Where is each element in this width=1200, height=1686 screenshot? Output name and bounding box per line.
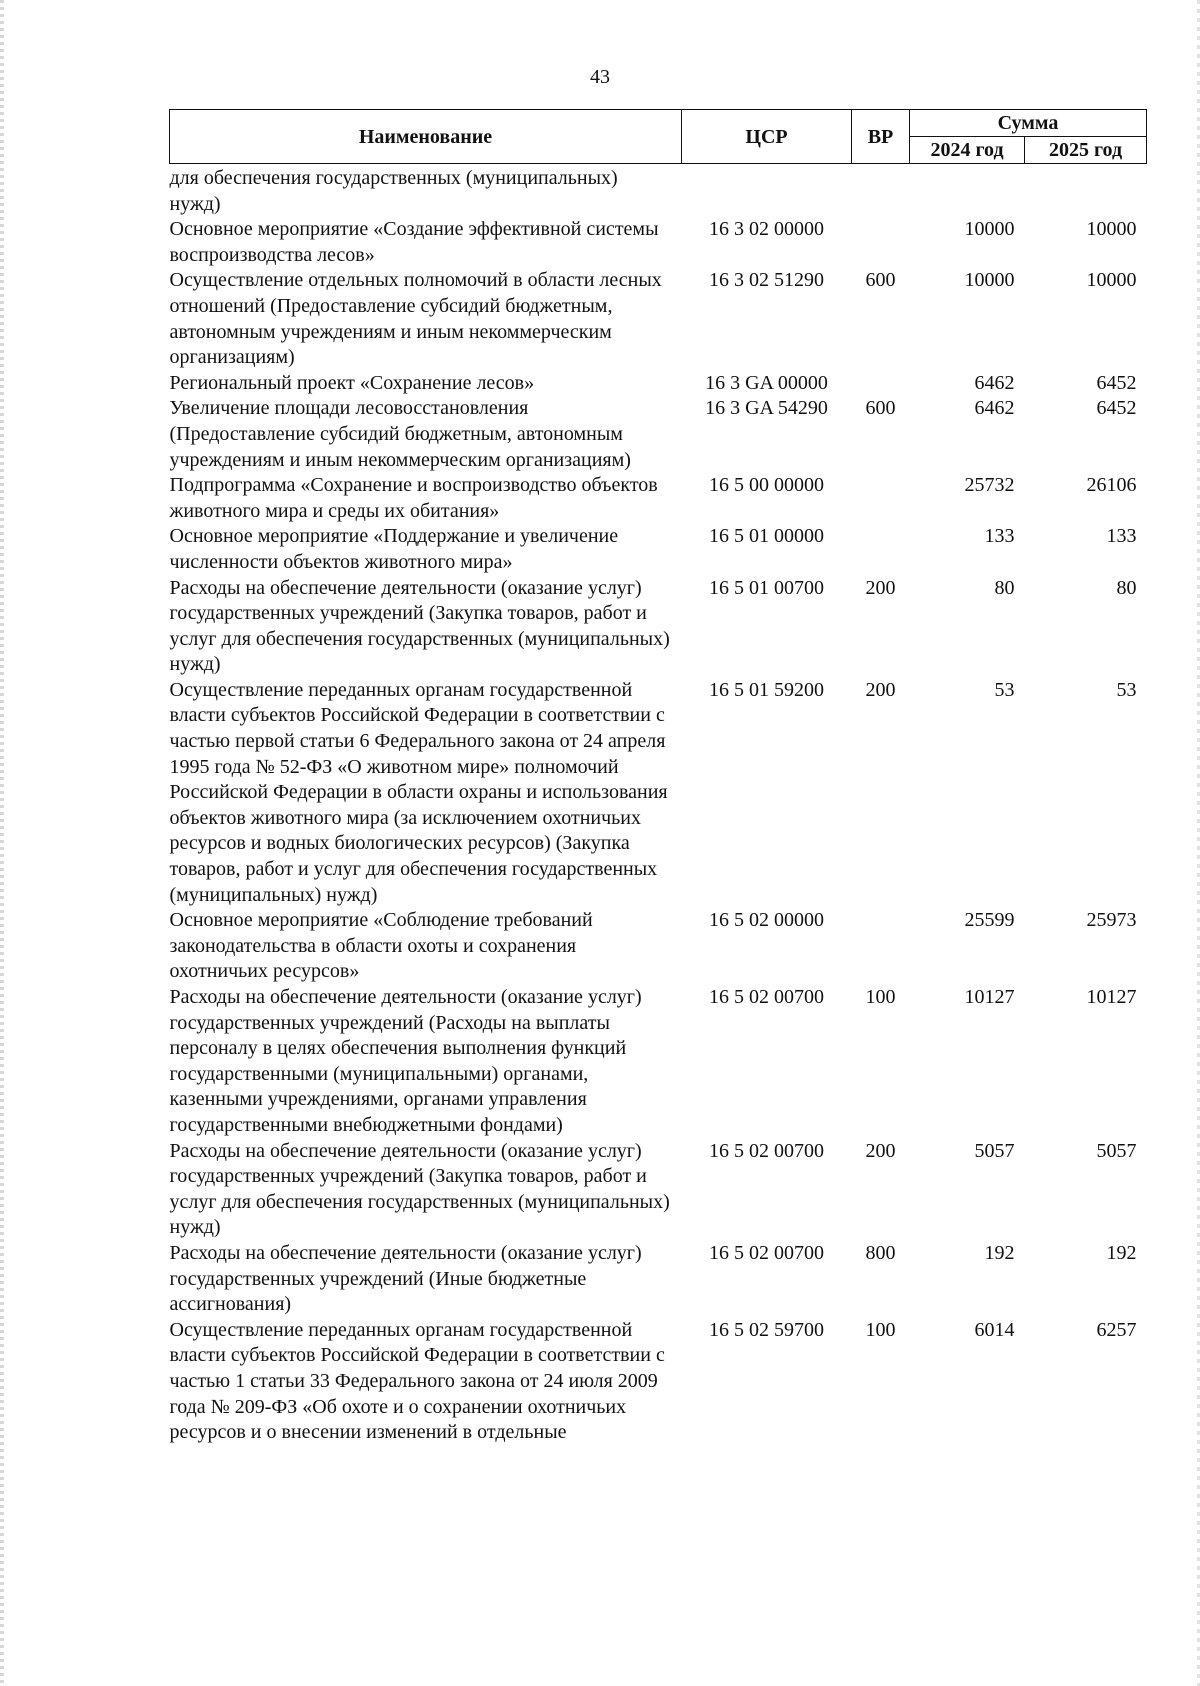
cell-name: Основное мероприятие «Соблюдение требований законодательства в области охоты и сохранения охотничьих ресурсов» — [169, 909, 593, 983]
cell-csr: 16 3 GA 00000 — [705, 371, 828, 394]
table-row — [170, 164, 1147, 218]
cell-name: Основное мероприятие «Поддержание и увеличение численности объектов животного мира» — [169, 525, 619, 573]
table-row — [170, 473, 1147, 524]
cell-name: Региональный проект «Сохранение лесов» — [169, 371, 535, 394]
cell-name: Расходы на обеспечение деятельности (оказание услуг) государственных учреждений (Расходы на выплаты персоналу в целях обеспечения выполнения функций государственными (муниципальными) органами, казенными учреждениями, органами управления государственными внебюджетными фондами) — [169, 986, 642, 1136]
cell-amount-2025: 192 — [1106, 1241, 1137, 1264]
table-row — [170, 1139, 1147, 1241]
cell-csr: 16 3 02 00000 — [709, 218, 824, 241]
header-year-2025: 2025 год — [1025, 137, 1147, 164]
cell-amount-2024: 6014 — [974, 1318, 1015, 1341]
cell-amount-2024: 6462 — [974, 397, 1015, 420]
cell-amount-2024: 10127 — [964, 986, 1015, 1008]
table-row — [170, 524, 1147, 575]
cell-amount-2024: 25599 — [964, 909, 1015, 932]
table-header — [170, 110, 1147, 164]
table-row — [170, 908, 1147, 985]
cell-csr: 16 5 02 00700 — [709, 1139, 824, 1162]
cell-vr — [852, 371, 910, 397]
cell-amount-2024: 80 — [994, 576, 1015, 599]
cell-amount-2025: 6257 — [1096, 1318, 1137, 1341]
cell-csr: 16 5 01 00000 — [709, 525, 824, 548]
cell-amount-2025: 53 — [1116, 678, 1137, 701]
cell-vr: 200 — [865, 678, 896, 701]
cell-name: Осуществление переданных органам государственной власти субъектов Российской Федерации в соответствии с частью первой статьи 6 Федерального закона от 24 апреля 1995 года № 52-ФЗ «О животном мире» полномочий Российской Федерации в области охраны и использования объектов животного мира (за исключением охотничьих ресурсов и водных биологических ресурсов) (Закупка товаров, работ и услуг для обеспечения государственных (муниципальных) нужд) — [169, 678, 668, 906]
cell-vr: 200 — [865, 1139, 896, 1162]
cell-name: Основное мероприятие «Создание эффективной системы воспроизводства лесов» — [169, 218, 659, 266]
page-number: 43 — [590, 66, 610, 88]
header-csr: ЦСР — [682, 110, 852, 164]
cell-name: Осуществление переданных органам государственной власти субъектов Российской Федерации в соответствии с частью 1 статьи 33 Федерального закона от 24 июля 2009 года № 209-ФЗ «Об охоте и о сохранении охотничьих ресурсов и о внесении изменений в отдельные — [169, 1318, 665, 1444]
cell-vr — [852, 524, 910, 575]
cell-amount-2024: 6462 — [974, 371, 1015, 394]
cell-csr: 16 5 02 59700 — [709, 1318, 824, 1341]
table-row — [170, 1318, 1147, 1446]
table-body — [170, 164, 1147, 1446]
cell-amount-2024: 192 — [984, 1241, 1015, 1264]
cell-csr: 16 5 02 00700 — [709, 1241, 824, 1264]
header-vr: ВР — [852, 110, 910, 164]
cell-amount-2025: 6452 — [1096, 397, 1137, 420]
table-row — [170, 985, 1147, 1139]
cell-csr: 16 5 01 59200 — [709, 678, 824, 701]
cell-csr: 16 5 01 00700 — [709, 576, 824, 599]
cell-amount-2025: 26106 — [1086, 474, 1137, 497]
table-row — [170, 1241, 1147, 1318]
cell-vr: 200 — [865, 576, 896, 599]
cell-amount-2025: 6452 — [1096, 371, 1137, 394]
cell-amount-2024: 25732 — [964, 474, 1015, 497]
header-name: Наименование — [170, 110, 682, 164]
cell-vr — [852, 908, 910, 985]
cell-amount-2024: 133 — [984, 525, 1015, 548]
cell-amount-2024: 10000 — [964, 269, 1015, 292]
cell-amount-2025: 25973 — [1086, 909, 1137, 932]
cell-amount-2024: 5057 — [974, 1139, 1015, 1162]
cell-csr — [682, 164, 852, 218]
cell-amount-2025: 10000 — [1086, 218, 1137, 241]
table-row — [170, 576, 1147, 678]
cell-amount-2025: 133 — [1106, 525, 1137, 548]
cell-vr: 600 — [865, 269, 896, 292]
cell-vr — [852, 473, 910, 524]
table-row — [170, 268, 1147, 370]
cell-vr — [852, 164, 910, 218]
cell-amount-2024: 53 — [994, 678, 1015, 701]
cell-amount-2024: 10000 — [964, 218, 1015, 241]
table-row — [170, 678, 1147, 908]
cell-vr: 100 — [865, 1318, 896, 1341]
cell-amount-2024 — [910, 164, 1025, 218]
cell-vr — [852, 217, 910, 268]
cell-amount-2025: 10000 — [1086, 269, 1137, 292]
cell-name: Расходы на обеспечение деятельности (оказание услуг) государственных учреждений (Иные бюджетные ассигнования) — [169, 1241, 642, 1316]
cell-amount-2025: 5057 — [1096, 1139, 1137, 1162]
scan-edge-left — [0, 0, 4, 1686]
header-year-2024: 2024 год — [910, 137, 1025, 164]
table-row — [170, 371, 1147, 397]
cell-vr: 800 — [865, 1241, 896, 1264]
table-row — [170, 396, 1147, 473]
cell-name: Осуществление отдельных полномочий в области лесных отношений (Предоставление субсидий бюджетным, автономным учреждениям и иным некоммерческим организациям) — [169, 269, 662, 369]
cell-csr: 16 5 02 00700 — [709, 986, 824, 1008]
cell-csr: 16 3 GA 54290 — [705, 397, 828, 420]
cell-csr: 16 5 02 00000 — [709, 909, 824, 932]
cell-vr: 600 — [865, 397, 896, 420]
budget-table — [169, 109, 1147, 1446]
cell-amount-2025 — [1025, 164, 1147, 218]
cell-name: для обеспечения государственных (муниципальных) нужд) — [169, 167, 618, 215]
cell-amount-2025: 80 — [1116, 576, 1137, 599]
cell-csr: 16 5 00 00000 — [709, 474, 824, 497]
cell-vr: 100 — [865, 986, 896, 1008]
cell-name: Расходы на обеспечение деятельности (оказание услуг) государственных учреждений (Закупка товаров, работ и услуг для обеспечения государственных (муниципальных) нужд) — [169, 1139, 670, 1239]
cell-amount-2025: 10127 — [1086, 986, 1137, 1008]
cell-name: Подпрограмма «Сохранение и воспроизводство объектов животного мира и среды их обитания» — [169, 474, 658, 522]
header-sum: Сумма — [910, 110, 1147, 137]
cell-name: Расходы на обеспечение деятельности (оказание услуг) государственных учреждений (Закупка товаров, работ и услуг для обеспечения государственных (муниципальных) нужд) — [169, 576, 670, 676]
cell-name: Увеличение площади лесовосстановления (Предоставление субсидий бюджетным, автономным учреждениям и иным некоммерческим организациям) — [169, 397, 631, 471]
cell-csr: 16 3 02 51290 — [709, 269, 824, 292]
table-row — [170, 217, 1147, 268]
